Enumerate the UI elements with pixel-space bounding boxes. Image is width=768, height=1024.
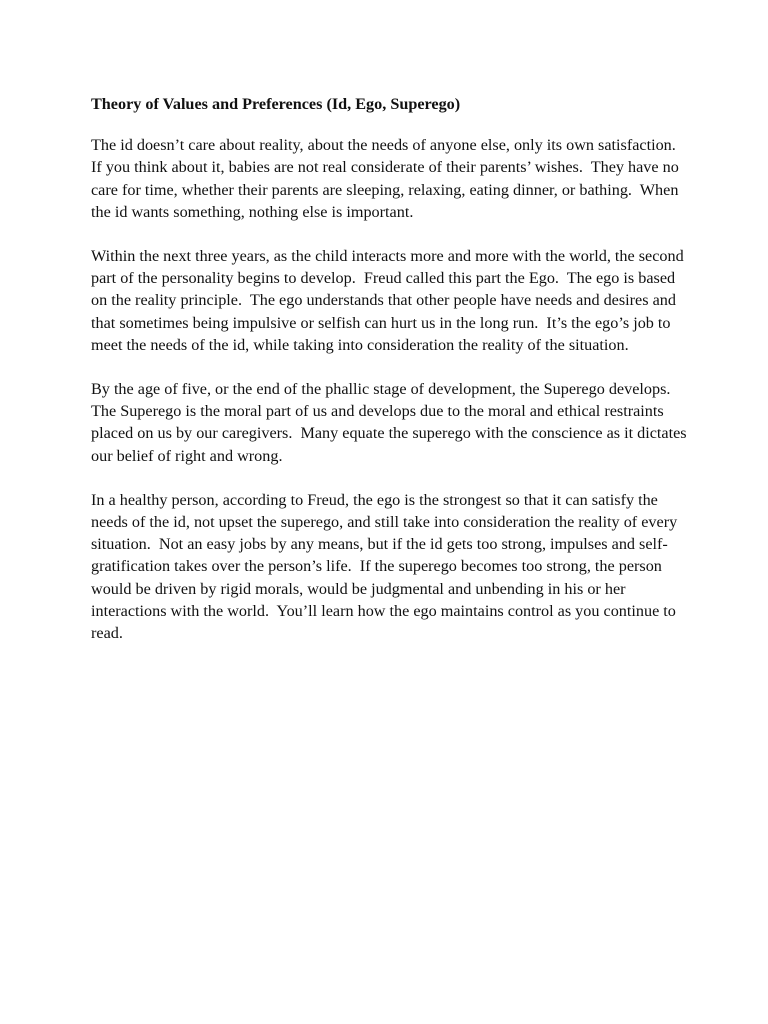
paragraph-id: The id doesn’t care about reality, about the needs of anyone else, only its own satisfaction. If you think about it, babies are not real considerate of their parents’ wishes. They have no care for time, whether their parents are sleeping, relaxing, eating dinner, or bathing. When the id wants something, nothing else is important. <box>91 136 684 221</box>
paragraph-healthy-person: In a healthy person, according to Freud, the ego is the strongest so that it can satisfy the needs of the id, not upset the superego, and still take into consideration the reality of every situation. Not an easy jobs by any means, but if the id gets too strong, impulses and self-gratification takes over the person’s life. If the superego becomes too strong, the person would be driven by rigid morals, would be judgmental and unbending in his or her interactions with the world. You’ll learn how the ego maintains control as you continue to read. <box>91 490 682 643</box>
paragraph-superego: By the age of five, or the end of the phallic stage of development, the Superego develops. The Superego is the moral part of us and develops due to the moral and ethical restraints placed on us by our caregivers. Many equate the superego with the conscience as it dictates our belief of right and wrong. <box>91 380 691 465</box>
document-page <box>91 93 691 666</box>
paragraph-ego: Within the next three years, as the child interacts more and more with the world, the second part of the personality begins to develop. Freud called this part the Ego. The ego is based on the reality principle. The ego understands that other people have needs and desires and that sometimes being impulsive or selfish can hurt us in the long run. It’s the ego’s job to meet the needs of the id, while taking into consideration the reality of the situation. <box>91 247 688 354</box>
document-title: Theory of Values and Preferences (Id, Ego, Superego) <box>91 95 461 113</box>
